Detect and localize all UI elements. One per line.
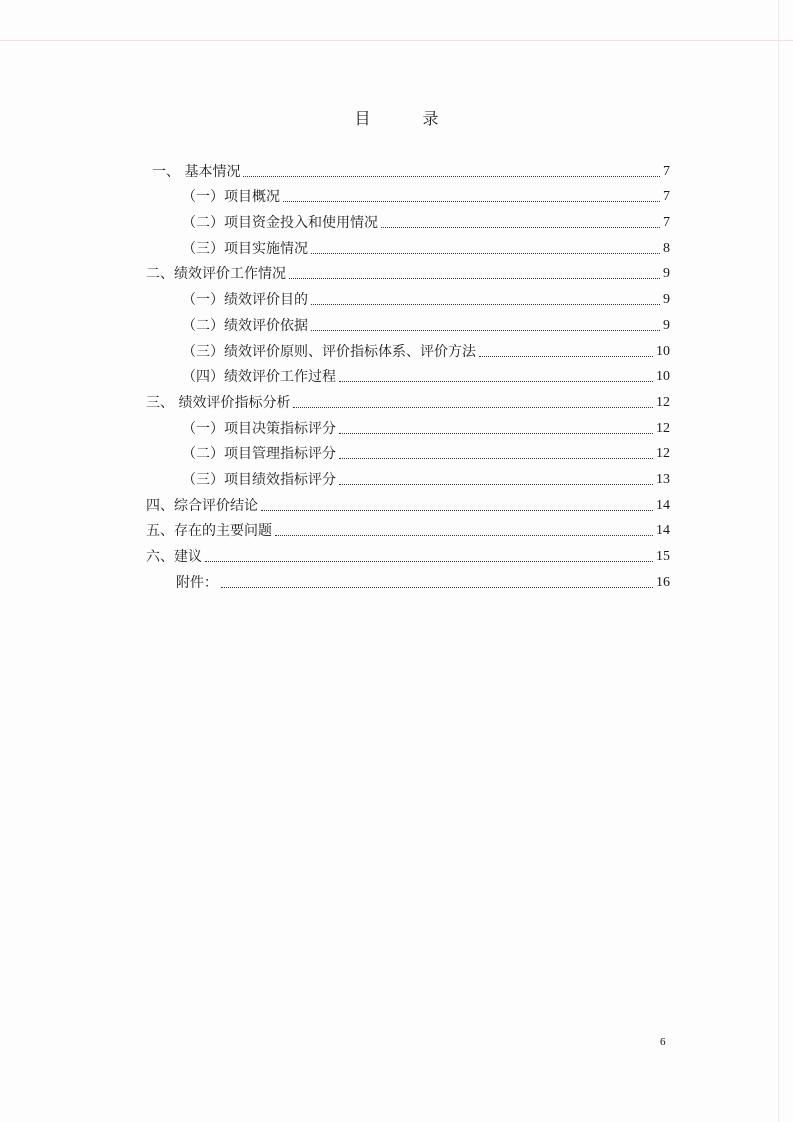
toc-entry-label: （三）项目实施情况 bbox=[182, 240, 308, 257]
toc-leader-dots bbox=[205, 560, 653, 562]
toc-entry-label: （四）绩效评价工作过程 bbox=[182, 369, 336, 386]
toc-entry[interactable] bbox=[146, 335, 670, 361]
toc-entry-label: 附件： bbox=[176, 574, 218, 591]
toc-entry-page: 12 bbox=[656, 420, 670, 436]
toc-entry[interactable] bbox=[146, 412, 670, 438]
toc-leader-dots bbox=[243, 175, 660, 177]
toc-entry-label: 三、 绩效评价指标分析 bbox=[146, 394, 291, 411]
toc-entry-page: 12 bbox=[656, 446, 670, 462]
toc-entry-page: 7 bbox=[663, 215, 670, 231]
toc-entry-page: 7 bbox=[663, 189, 670, 205]
toc-entry[interactable] bbox=[146, 361, 670, 387]
toc-entry[interactable] bbox=[146, 566, 670, 592]
toc-entry[interactable] bbox=[146, 155, 670, 181]
toc-entry-label: （三）项目绩效指标评分 bbox=[182, 471, 336, 488]
toc-leader-dots bbox=[339, 380, 653, 382]
table-of-contents bbox=[146, 155, 670, 592]
toc-entry-page: 14 bbox=[656, 523, 670, 539]
toc-leader-dots bbox=[289, 277, 660, 279]
toc-title bbox=[0, 106, 793, 129]
toc-title-char-2: 录 bbox=[422, 109, 439, 128]
toc-title-char-1: 目 bbox=[354, 109, 371, 128]
toc-entry-label: 四、综合评价结论 bbox=[146, 497, 258, 514]
toc-leader-dots bbox=[275, 534, 653, 536]
toc-entry-page: 7 bbox=[663, 163, 670, 179]
toc-entry[interactable] bbox=[146, 540, 670, 566]
toc-entry-page: 12 bbox=[656, 394, 670, 410]
toc-entry[interactable] bbox=[146, 463, 670, 489]
toc-entry-label: 一、 基本情况 bbox=[152, 163, 241, 180]
page-number: 6 bbox=[660, 1036, 666, 1048]
toc-entry-label: （一）项目概况 bbox=[182, 189, 280, 206]
toc-leader-dots bbox=[283, 200, 660, 202]
toc-entry[interactable] bbox=[146, 386, 670, 412]
toc-entry-page: 8 bbox=[663, 240, 670, 256]
toc-entry[interactable] bbox=[146, 515, 670, 541]
toc-leader-dots bbox=[339, 457, 653, 459]
toc-entry[interactable] bbox=[146, 489, 670, 515]
toc-entry-page: 16 bbox=[656, 574, 670, 590]
toc-entry[interactable] bbox=[146, 438, 670, 464]
toc-leader-dots bbox=[311, 303, 660, 305]
toc-entry-label: 五、存在的主要问题 bbox=[146, 523, 272, 540]
toc-entry[interactable] bbox=[146, 181, 670, 207]
toc-leader-dots bbox=[381, 226, 660, 228]
toc-leader-dots bbox=[311, 329, 660, 331]
toc-entry-page: 9 bbox=[663, 317, 670, 333]
toc-entry-label: （三）绩效评价原则、评价指标体系、评价方法 bbox=[182, 343, 476, 360]
toc-entry-page: 10 bbox=[656, 369, 670, 385]
toc-entry-label: （二）项目资金投入和使用情况 bbox=[182, 215, 378, 232]
toc-leader-dots bbox=[479, 355, 653, 357]
toc-entry[interactable] bbox=[146, 206, 670, 232]
toc-entry-label: 二、绩效评价工作情况 bbox=[146, 266, 286, 283]
toc-entry-label: （一）绩效评价目的 bbox=[182, 292, 308, 309]
toc-entry[interactable] bbox=[146, 258, 670, 284]
toc-entry-page: 13 bbox=[656, 471, 670, 487]
toc-leader-dots bbox=[293, 406, 653, 408]
toc-entry[interactable] bbox=[146, 309, 670, 335]
toc-entry[interactable] bbox=[146, 283, 670, 309]
toc-entry-page: 9 bbox=[663, 266, 670, 282]
scan-artifact-line bbox=[0, 40, 793, 41]
toc-leader-dots bbox=[339, 483, 653, 485]
scan-artifact-edge bbox=[778, 0, 779, 1122]
toc-entry-label: （二）绩效评价依据 bbox=[182, 317, 308, 334]
toc-leader-dots bbox=[339, 432, 653, 434]
toc-entry-page: 15 bbox=[656, 549, 670, 564]
toc-leader-dots bbox=[311, 252, 660, 254]
toc-entry-page: 10 bbox=[656, 343, 670, 359]
toc-entry-label: 六、建议 bbox=[146, 549, 202, 565]
toc-entry-page: 9 bbox=[663, 292, 670, 308]
toc-leader-dots bbox=[221, 586, 653, 588]
toc-entry-label: （一）项目决策指标评分 bbox=[182, 420, 336, 437]
toc-entry-page: 14 bbox=[656, 497, 670, 513]
toc-entry[interactable] bbox=[146, 232, 670, 258]
toc-leader-dots bbox=[261, 509, 653, 511]
toc-entry-label: （二）项目管理指标评分 bbox=[182, 446, 336, 463]
